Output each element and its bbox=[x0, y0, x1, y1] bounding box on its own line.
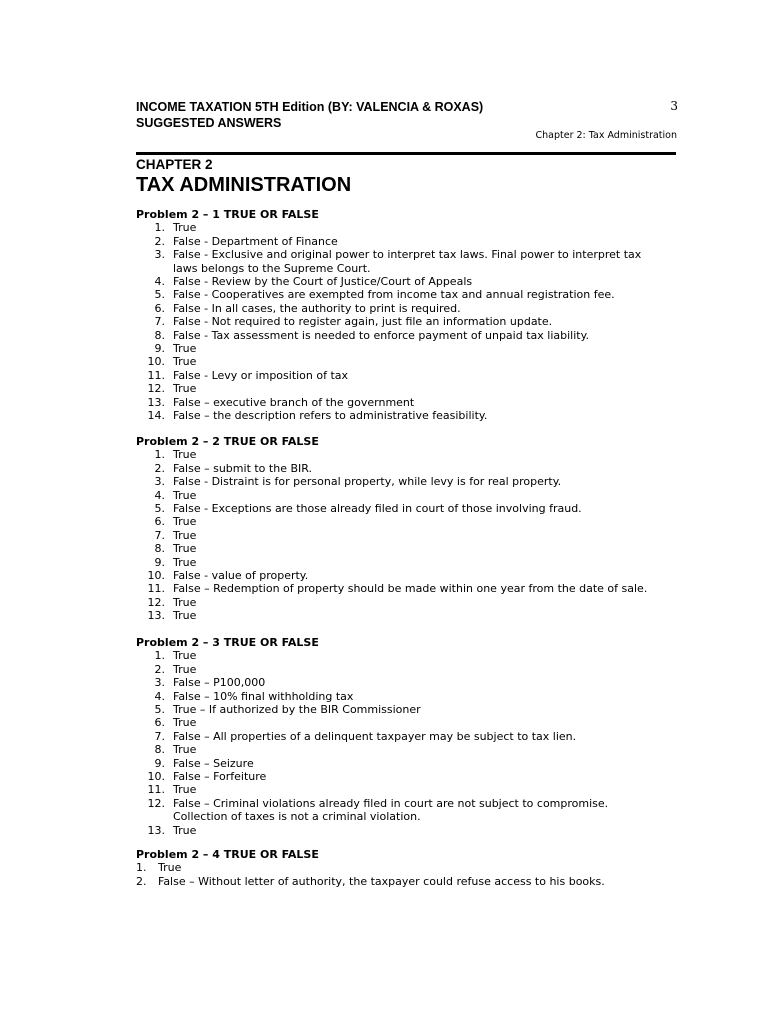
answer-text: False - Not required to register again, just file an information update. bbox=[173, 315, 553, 329]
answer-item bbox=[136, 703, 676, 716]
book-subtitle: SUGGESTED ANSWERS bbox=[136, 116, 282, 130]
answer-text: False – All properties of a delinquent taxpayer may be subject to tax lien. bbox=[173, 729, 577, 743]
answer-number: 12. bbox=[147, 382, 165, 396]
answer-number: 9. bbox=[154, 555, 165, 569]
answer-text: True bbox=[173, 382, 197, 396]
answer-text: False - Tax assessment is needed to enforce payment of unpaid tax liability. bbox=[173, 328, 590, 342]
answer-number: 1. bbox=[136, 861, 147, 875]
header-rule bbox=[136, 152, 676, 155]
answer-text: False – Forfeiture bbox=[173, 770, 267, 784]
answer-item bbox=[136, 315, 676, 328]
answer-number: 6. bbox=[154, 301, 165, 315]
answer-number: 4. bbox=[154, 488, 165, 502]
answer-number: 6. bbox=[154, 716, 165, 730]
chapter-title: TAX ADMINISTRATION bbox=[136, 174, 352, 196]
answer-list bbox=[136, 649, 676, 837]
answer-text: False - Exceptions are those already filed in court of those involving fraud. bbox=[173, 502, 582, 516]
answer-text: True bbox=[173, 221, 197, 235]
answer-item bbox=[136, 515, 676, 528]
answer-item bbox=[136, 542, 676, 555]
answer-item bbox=[136, 448, 676, 461]
answer-text: True bbox=[173, 823, 197, 837]
answer-item bbox=[136, 556, 676, 569]
answer-number: 9. bbox=[154, 342, 165, 356]
answer-number: 13. bbox=[147, 823, 165, 837]
answer-item bbox=[136, 288, 676, 301]
answer-number: 7. bbox=[154, 729, 165, 743]
answer-number: 13. bbox=[147, 395, 165, 409]
answer-item bbox=[136, 355, 676, 368]
answer-text: False – the description refers to administrative feasibility. bbox=[173, 409, 488, 423]
answer-number: 11. bbox=[147, 582, 165, 596]
chapter-label: CHAPTER 2 bbox=[136, 157, 213, 172]
answer-number: 2. bbox=[154, 234, 165, 248]
answer-number: 10. bbox=[147, 569, 165, 583]
answer-number: 6. bbox=[154, 515, 165, 529]
answer-item bbox=[136, 663, 676, 676]
answer-item bbox=[136, 409, 676, 422]
answer-text: False - Review by the Court of Justice/Court of Appeals bbox=[173, 275, 473, 289]
answer-item bbox=[136, 529, 676, 542]
answer-number: 7. bbox=[154, 528, 165, 542]
answer-text: False – 10% final withholding tax bbox=[173, 689, 354, 703]
answer-text: False - Cooperatives are exempted from income tax and annual registration fee. bbox=[173, 288, 615, 302]
answer-item bbox=[136, 770, 676, 783]
answer-item bbox=[136, 861, 676, 874]
answer-text: True bbox=[173, 555, 197, 569]
problem-heading: Problem 2 – 2 TRUE OR FALSE bbox=[136, 435, 319, 448]
answer-number: 5. bbox=[154, 502, 165, 516]
problem-2-3 bbox=[136, 636, 676, 837]
answer-text: False – Without letter of authority, the taxpayer could refuse access to his books. bbox=[158, 874, 605, 888]
answer-text: False - In all cases, the authority to print is required. bbox=[173, 301, 461, 315]
answer-text: False - Distraint is for personal property, while levy is for real property. bbox=[173, 475, 562, 489]
answer-item bbox=[136, 221, 676, 234]
answer-number: 10. bbox=[147, 770, 165, 784]
answer-text: True bbox=[173, 783, 197, 797]
answer-item bbox=[136, 716, 676, 729]
answer-number: 7. bbox=[154, 315, 165, 329]
answer-number: 3. bbox=[154, 676, 165, 690]
answer-text: False - Department of Finance bbox=[173, 234, 338, 248]
answer-list bbox=[136, 861, 676, 888]
answer-text: False – Redemption of property should be made within one year from the date of sale. bbox=[173, 582, 648, 596]
answer-item bbox=[136, 875, 676, 888]
answer-number: 2. bbox=[136, 874, 147, 888]
answer-text: False – Seizure bbox=[173, 756, 254, 770]
answer-text: False - value of property. bbox=[173, 569, 309, 583]
answer-number: 5. bbox=[154, 288, 165, 302]
answer-text: True – If authorized by the BIR Commissioner bbox=[173, 703, 421, 717]
answer-number: 5. bbox=[154, 703, 165, 717]
answer-item bbox=[136, 275, 676, 288]
problem-2-1 bbox=[136, 208, 676, 422]
answer-item bbox=[136, 569, 676, 582]
answer-item bbox=[136, 462, 676, 475]
answer-item bbox=[136, 329, 676, 342]
answer-item bbox=[136, 783, 676, 796]
answer-text: False – submit to the BIR. bbox=[173, 461, 312, 475]
answer-item bbox=[136, 757, 676, 770]
answer-item bbox=[136, 475, 676, 488]
answer-number: 13. bbox=[147, 609, 165, 623]
answer-text: True bbox=[173, 528, 197, 542]
answer-item bbox=[136, 649, 676, 662]
answer-text: True bbox=[173, 649, 197, 663]
answer-list bbox=[136, 221, 676, 422]
answer-text: True bbox=[173, 488, 197, 502]
answer-item bbox=[136, 502, 676, 515]
answer-text: False - Exclusive and original power to interpret tax laws. Final power to interpret tax laws belongs to the Supreme Court. bbox=[173, 248, 642, 275]
answer-number: 1. bbox=[154, 649, 165, 663]
answer-item bbox=[136, 743, 676, 756]
answer-item bbox=[136, 382, 676, 395]
answer-number: 1. bbox=[154, 448, 165, 462]
answer-number: 12. bbox=[147, 796, 165, 810]
problem-2-4 bbox=[136, 848, 676, 888]
answer-list bbox=[136, 448, 676, 622]
answer-text: True bbox=[173, 743, 197, 757]
problem-heading: Problem 2 – 1 TRUE OR FALSE bbox=[136, 208, 319, 221]
answer-text: True bbox=[158, 861, 182, 875]
answer-number: 4. bbox=[154, 689, 165, 703]
answer-text: True bbox=[173, 609, 197, 623]
answer-item bbox=[136, 396, 676, 409]
answer-text: True bbox=[173, 542, 197, 556]
problem-heading: Problem 2 – 4 TRUE OR FALSE bbox=[136, 848, 319, 861]
answer-text: True bbox=[173, 515, 197, 529]
answer-text: False – executive branch of the government bbox=[173, 395, 415, 409]
answer-item bbox=[136, 676, 676, 689]
answer-item bbox=[136, 248, 676, 275]
answer-item bbox=[136, 302, 676, 315]
answer-text: True bbox=[173, 716, 197, 730]
answer-item bbox=[136, 609, 676, 622]
answer-text: False - Levy or imposition of tax bbox=[173, 368, 349, 382]
answer-number: 3. bbox=[154, 475, 165, 489]
answer-number: 14. bbox=[147, 409, 165, 423]
problem-heading: Problem 2 – 3 TRUE OR FALSE bbox=[136, 636, 319, 649]
answer-item bbox=[136, 369, 676, 382]
answer-number: 8. bbox=[154, 743, 165, 757]
answer-number: 1. bbox=[154, 221, 165, 235]
answer-number: 10. bbox=[147, 355, 165, 369]
running-head: Chapter 2: Tax Administration bbox=[535, 130, 677, 141]
answer-item bbox=[136, 235, 676, 248]
answer-item bbox=[136, 342, 676, 355]
answer-text: True bbox=[173, 342, 197, 356]
answer-number: 8. bbox=[154, 542, 165, 556]
problem-2-2 bbox=[136, 435, 676, 623]
answer-item bbox=[136, 690, 676, 703]
answer-number: 4. bbox=[154, 275, 165, 289]
answer-text: False – P100,000 bbox=[173, 676, 266, 690]
answer-text: True bbox=[173, 595, 197, 609]
answer-text: True bbox=[173, 448, 197, 462]
answer-text: False – Criminal violations already filed in court are not subject to compromise. Collection of taxes is not a criminal violation. bbox=[173, 796, 609, 824]
answer-item bbox=[136, 824, 676, 837]
book-title: INCOME TAXATION 5TH Edition (BY: VALENCIA & ROXAS) bbox=[136, 100, 484, 114]
answer-text: True bbox=[173, 662, 197, 676]
answer-number: 12. bbox=[147, 595, 165, 609]
answer-item bbox=[136, 730, 676, 743]
answer-number: 9. bbox=[154, 756, 165, 770]
answer-number: 8. bbox=[154, 328, 165, 342]
answer-text: True bbox=[173, 355, 197, 369]
answer-number: 3. bbox=[154, 248, 165, 262]
answer-number: 11. bbox=[147, 368, 165, 382]
answer-item bbox=[136, 596, 676, 609]
page-number: 3 bbox=[670, 99, 678, 113]
answer-item bbox=[136, 797, 676, 824]
answer-item bbox=[136, 582, 676, 595]
answer-item bbox=[136, 489, 676, 502]
answer-number: 2. bbox=[154, 461, 165, 475]
answer-number: 2. bbox=[154, 662, 165, 676]
answer-number: 11. bbox=[147, 783, 165, 797]
